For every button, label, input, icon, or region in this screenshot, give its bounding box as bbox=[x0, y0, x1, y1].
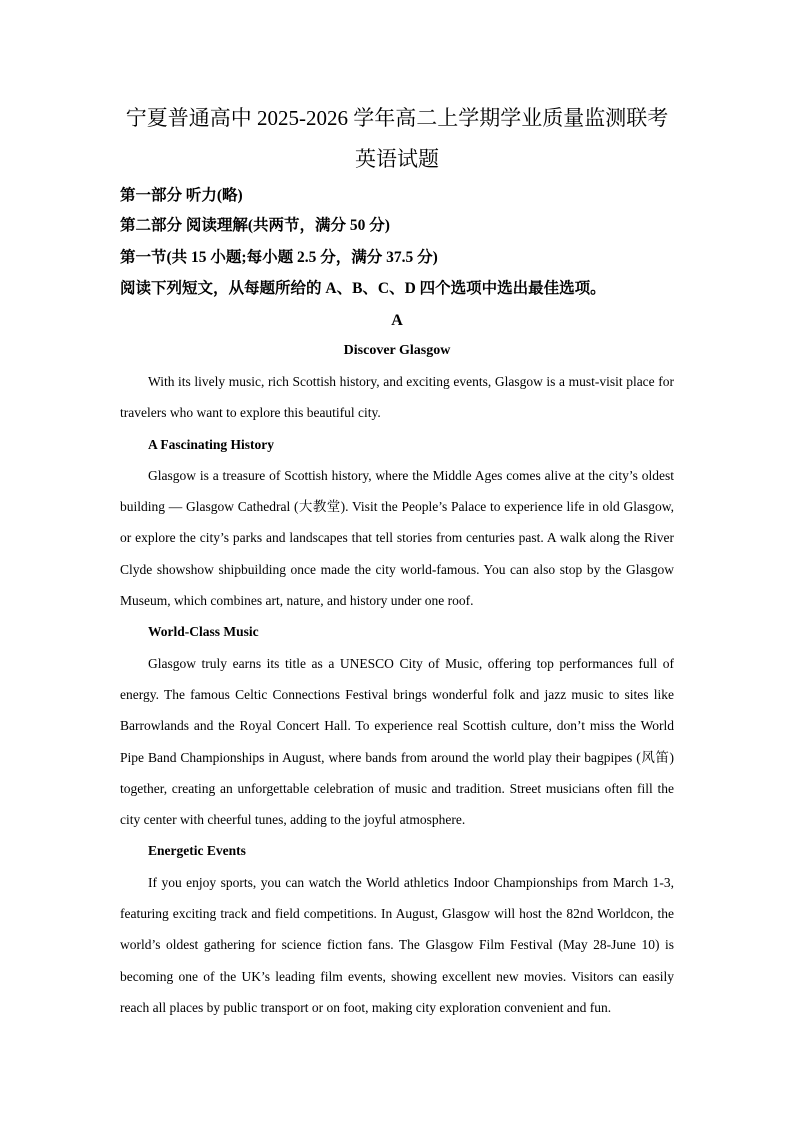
exam-subject-title: 英语试题 bbox=[355, 147, 439, 171]
history-subheading: A Fascinating History bbox=[148, 436, 275, 452]
part-one-heading: 第一部分 听力(略) bbox=[120, 187, 243, 204]
passage-body bbox=[120, 366, 674, 1023]
passage-title: Discover Glasgow bbox=[343, 343, 451, 358]
part-two-heading: 第二部分 阅读理解(共两节，满分 50 分) bbox=[120, 217, 390, 234]
instruction-text: 阅读下列短文，从每题所给的 A、B、C、D 四个选项中选出最佳选项。 bbox=[120, 280, 606, 297]
history-paragraph: Glasgow is a treasure of Scottish history, where the Middle Ages comes alive at the city’s oldest building — Glasgow Cathedral (大教堂). Visit the People’s Palace to experience life in old Glasgow, or explore the city’s parks and landscapes that tell stories from centuries past. A walk along the River Clyde showshow shipbuilding once made the city world-famous. You can also stop by the Glasgow Museum, which combines art, nature, and history under one roof. bbox=[120, 467, 674, 609]
passage-letter: A bbox=[391, 312, 403, 329]
music-subheading: World-Class Music bbox=[148, 624, 259, 640]
events-paragraph: If you enjoy sports, you can watch the World athletics Indoor Championships from March 1-3, featuring exciting track and field competitions. In August, Glasgow will host the 82nd Worldcon, the world’s oldest gathering for science fiction fans. The Glasgow Film Festival (May 28-June 10) is becoming one of the UK’s leading film events, showing excellent new movies. Visitors can easily reach all places by public transport or on foot, making city exploration convenient and fun. bbox=[120, 874, 674, 1015]
exam-title: 宁夏普通高中 2025-2026 学年高二上学期学业质量监测联考 bbox=[125, 106, 669, 130]
section-one-heading: 第一节(共 15 小题;每小题 2.5 分，满分 37.5 分) bbox=[120, 249, 438, 266]
intro-paragraph: With its lively music, rich Scottish history, and exciting events, Glasgow is a must-visit place for travelers who want to explore this beautiful city. bbox=[120, 374, 674, 421]
music-paragraph: Glasgow truly earns its title as a UNESCO City of Music, offering top performances full of energy. The famous Celtic Connections Festival brings wonderful folk and jazz music to sites like Barrowlands and the Royal Concert Hall. To experience real Scottish culture, don’t miss the World Pipe Band Championships in August, where bands from around the world play their bagpipes (风笛) together, creating an unforgettable celebration of music and tradition. Street musicians often fill the city center with cheerful tunes, adding to the joyful atmosphere. bbox=[120, 655, 674, 828]
events-subheading: Energetic Events bbox=[148, 843, 246, 859]
